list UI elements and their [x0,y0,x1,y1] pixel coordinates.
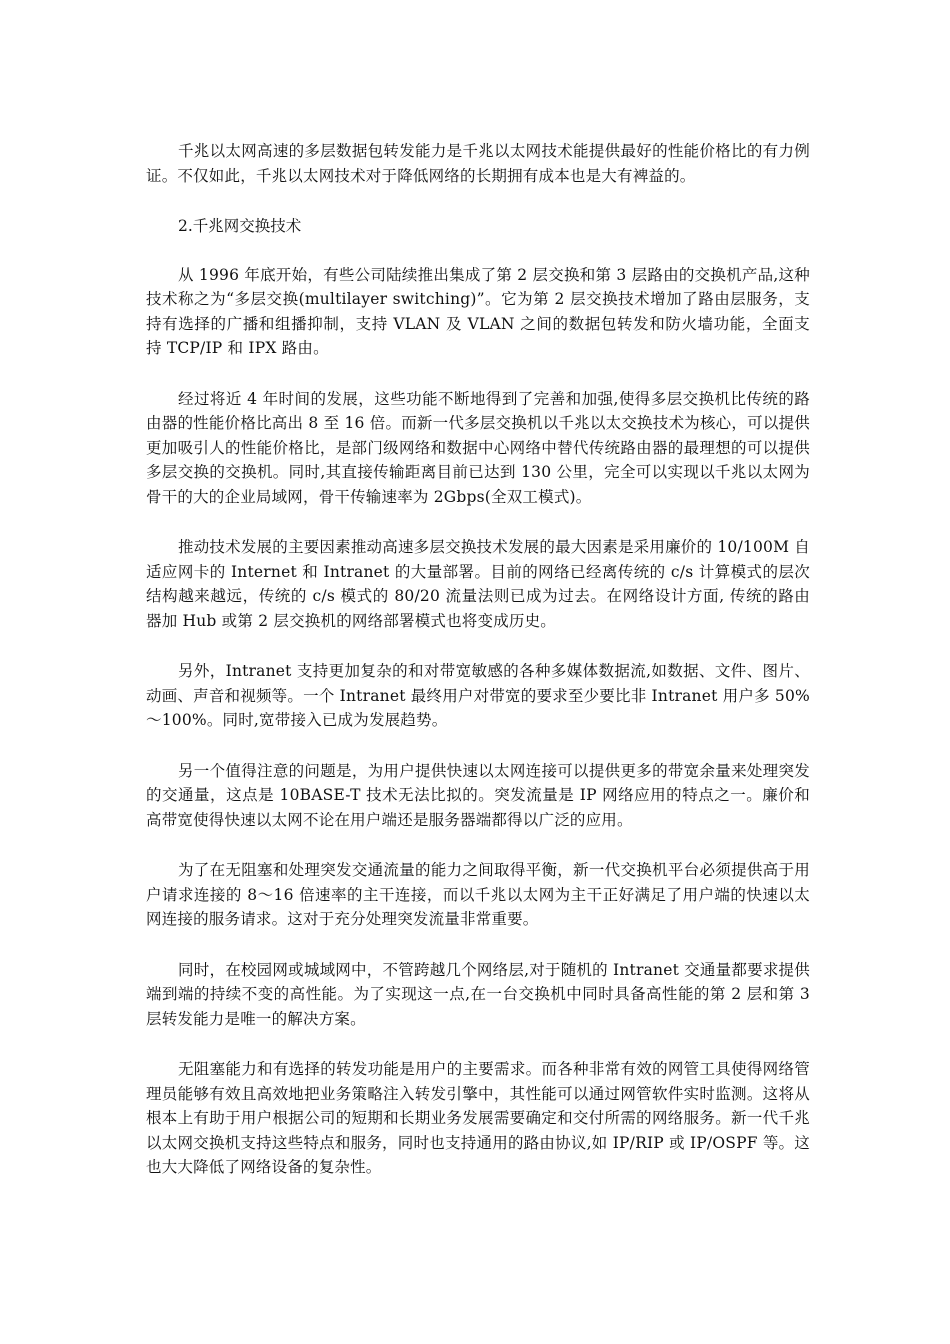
paragraph-backbone: 为了在无阻塞和处理突发交通流量的能力之间取得平衡，新一代交换机平台必须提供高于用户请求连接的 8～16 倍速率的主干连接，而以千兆以太网为主干正好满足了用户端的快速以太网连接的服务请求。这对于充分处理突发流量非常重要。 [146,861,810,928]
section-heading: 2.千兆网交换技术 [178,217,302,235]
paragraph-intro: 千兆以太网高速的多层数据包转发能力是千兆以太网技术能提供最好的性能价格比的有力例证。不仅如此，千兆以太网技术对于降低网络的长期拥有成本也是大有裨益的。 [146,142,810,185]
document-page [146,139,810,1206]
paragraph-management: 无阻塞能力和有选择的转发功能是用户的主要需求。而各种非常有效的网管工具使得网络管理员能够有效且高效地把业务策略注入转发引擎中，其性能可以通过网管软件实时监测。这将从根本上有助于用户根据公司的短期和长期业务发展需要确定和交付所需的网络服务。新一代千兆以太网交换机支持这些特点和服务，同时也支持通用的路由协议,如 IP/RIP 或 IP/OSPF 等。这也大大降低了网络设备的复杂性。 [146,1060,810,1176]
paragraph-campus-network: 同时，在校园网或城域网中，不管跨越几个网络层,对于随机的 Intranet 交通量都要求提供端到端的持续不变的高性能。为了实现这一点,在一台交换机中同时具备高性能的第 2 层和第 3 层转发能力是唯一的解决方案。 [146,960,810,1028]
paragraph-multilayer-switching: 从 1996 年底开始，有些公司陆续推出集成了第 2 层交换和第 3 层路由的交换机产品,这种技术称之为“多层交换(multilayer switching)”。它为第 2 层交换技术增加了路由层服务，支持有选择的广播和组播抑制，支持 VLAN 及 VLAN 之间的数据包转发和防火墙功能，全面支持 TCP/IP 和 IPX 路由。 [146,265,810,357]
paragraph-fast-ethernet: 另一个值得注意的问题是，为用户提供快速以太网连接可以提供更多的带宽余量来处理突发的交通量，这点是 10BASE-T 技术无法比拟的。突发流量是 IP 网络应用的特点之一。廉价和高带宽使得快速以太网不论在用户端还是服务器端都得以广泛的应用。 [146,761,810,829]
paragraph-driving-factors: 推动技术发展的主要因素推动高速多层交换技术发展的最大因素是采用廉价的 10/100M 自适应网卡的 Internet 和 Intranet 的大量部署。目前的网络已经离传统的 c/s 计算模式的层次结构越来越远，传统的 c/s 模式的 80/20 流量法则已成为过去。在网络设计方面, 传统的路由器加 Hub 或第 2 层交换机的网络部署模式也将变成历史。 [146,538,810,630]
paragraph-intranet: 另外，Intranet 支持更加复杂的和对带宽敏感的各种多媒体数据流,如数据、文件、图片、动画、声音和视频等。一个 Intranet 最终用户对带宽的要求至少要比非 Intranet 用户多 50%～100%。同时,宽带接入已成为发展趋势。 [146,662,810,729]
paragraph-development: 经过将近 4 年时间的发展，这些功能不断地得到了完善和加强,使得多层交换机比传统的路由器的性能价格比高出 8 至 16 倍。而新一代多层交换机以千兆以太交换技术为核心，可以提供更加吸引人的性能价格比，是部门级网络和数据中心网络中替代传统路由器的最理想的可以提供多层交换的交换机。同时,其直接传输距离目前已达到 130 公里，完全可以实现以千兆以太网为骨干的大的企业局域网，骨干传输速率为 2Gbps(全双工模式)。 [146,389,810,506]
